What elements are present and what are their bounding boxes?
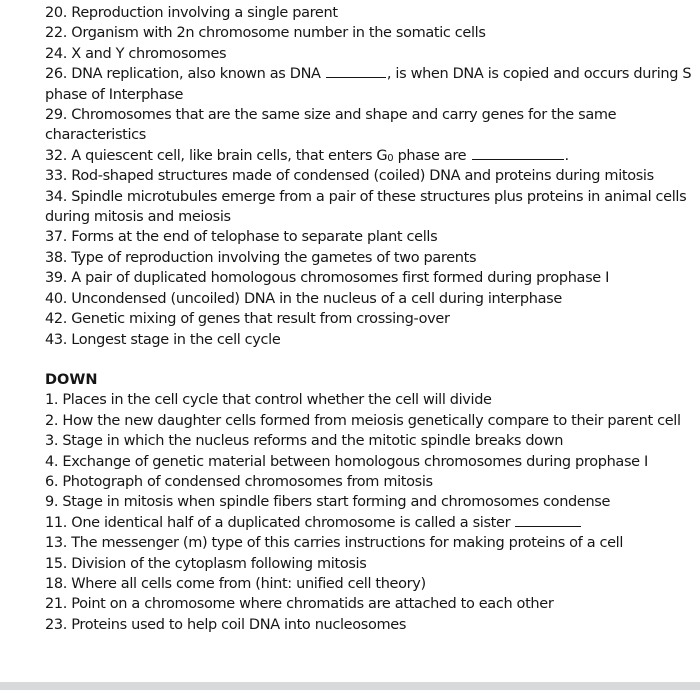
across-clue-26-continued: phase of Interphase bbox=[45, 86, 184, 103]
across-clue-22: 22. Organism with 2n chromosome number in the somatic cells bbox=[45, 25, 486, 42]
clue-32-text-mid: phase are bbox=[393, 147, 467, 164]
clue-list bbox=[45, 3, 692, 635]
down-clue-23: 23. Proteins used to help coil DNA into nucleosomes bbox=[45, 616, 407, 633]
answer-blank bbox=[326, 65, 386, 78]
across-clue-33: 33. Rod-shaped structures made of condensed (coiled) DNA and proteins during mitosis bbox=[45, 168, 654, 185]
down-clue-11 bbox=[45, 513, 685, 533]
across-clue-26 bbox=[45, 64, 692, 84]
across-clue-38: 38. Type of reproduction involving the gametes of two parents bbox=[45, 249, 477, 266]
clue-26-text-end: , is when DNA is copied and occurs during S bbox=[386, 66, 692, 83]
clue-11-text: 11. One identical half of a duplicated chromosome is called a sister bbox=[45, 514, 511, 531]
down-clue-9: 9. Stage in mitosis when spindle fibers start forming and chromosomes condense bbox=[45, 494, 611, 511]
across-clue-34: 34. Spindle microtubules emerge from a pair of these structures plus proteins in animal cells bbox=[45, 188, 687, 205]
clue-32-text-start: 32. A quiescent cell, like brain cells, that enters G bbox=[45, 147, 388, 164]
down-clue-13: 13. The messenger (m) type of this carries instructions for making proteins of a cell bbox=[45, 535, 624, 552]
down-clue-21: 21. Point on a chromosome where chromatids are attached to each other bbox=[45, 596, 554, 613]
across-clue-40: 40. Uncondensed (uncoiled) DNA in the nucleus of a cell during interphase bbox=[45, 290, 562, 307]
section-gap bbox=[45, 350, 685, 370]
across-clue-39: 39. A pair of duplicated homologous chromosomes first formed during prophase I bbox=[45, 270, 610, 287]
down-clue-6: 6. Photograph of condensed chromosomes from mitosis bbox=[45, 473, 433, 490]
down-clue-1: 1. Places in the cell cycle that control whether the cell will divide bbox=[45, 392, 492, 409]
across-clue-29: 29. Chromosomes that are the same size and shape and carry genes for the same bbox=[45, 107, 617, 124]
down-heading: DOWN bbox=[45, 371, 98, 388]
down-clue-2: 2. How the new daughter cells formed from meiosis genetically compare to their parent cell bbox=[45, 412, 681, 429]
across-clue-20: 20. Reproduction involving a single parent bbox=[45, 5, 338, 21]
answer-blank bbox=[515, 514, 581, 527]
bottom-border bbox=[0, 682, 700, 690]
across-clue-37: 37. Forms at the end of telophase to separate plant cells bbox=[45, 229, 438, 246]
across-clue-32 bbox=[45, 146, 685, 166]
clue-32-subscript: 0 bbox=[387, 152, 394, 164]
down-clue-4: 4. Exchange of genetic material between homologous chromosomes during prophase I bbox=[45, 453, 648, 470]
down-clue-3: 3. Stage in which the nucleus reforms and the mitotic spindle breaks down bbox=[45, 433, 564, 450]
across-clue-43: 43. Longest stage in the cell cycle bbox=[45, 331, 281, 348]
across-clue-29-continued: characteristics bbox=[45, 127, 147, 144]
clue-26-text-start: 26. DNA replication, also known as DNA bbox=[45, 66, 321, 83]
across-clue-24: 24. X and Y chromosomes bbox=[45, 45, 227, 62]
down-clue-15: 15. Division of the cytoplasm following mitosis bbox=[45, 555, 367, 572]
clue-32-text-end: . bbox=[564, 147, 569, 164]
across-clue-42: 42. Genetic mixing of genes that result from crossing-over bbox=[45, 311, 450, 328]
answer-blank bbox=[472, 147, 564, 160]
down-clue-18: 18. Where all cells come from (hint: unified cell theory) bbox=[45, 575, 426, 592]
across-clue-34-continued: during mitosis and meiosis bbox=[45, 209, 231, 226]
